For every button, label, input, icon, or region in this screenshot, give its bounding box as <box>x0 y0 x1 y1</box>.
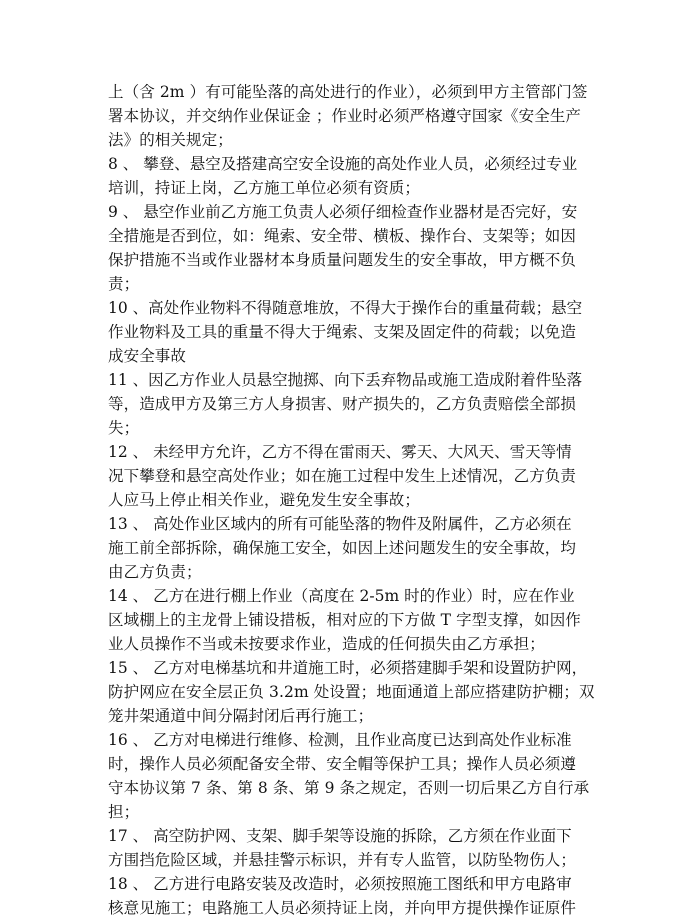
text-line: 署本协议，并交纳作业保证金 ；作业时必须严格遵守国家《安全生产 <box>108 107 582 125</box>
text-line: 全措施是否到位，如：绳索、安全带、横板、操作台、支架等；如因 <box>108 227 577 245</box>
text-line: 10 、高处作业物料不得随意堆放，不得大于操作台的重量荷载；悬空 <box>108 299 583 317</box>
text-line: 17 、 高空防护网、支架、脚手架等设施的拆除，乙方须在作业面下 <box>108 827 572 845</box>
text-line: 等，造成甲方及第三方人身损害、财产损失的，乙方负责赔偿全部损 <box>108 395 577 413</box>
text-line: 11 、因乙方作业人员悬空抛掷、向下丢弃物品或施工造成附着件坠落 <box>108 371 583 389</box>
text-line: 时，操作人员必须配备安全带、安全帽等保护工具；操作人员必须遵 <box>108 755 577 773</box>
text-line: 13 、 高处作业区域内的所有可能坠落的物件及附属件，乙方必须在 <box>108 515 572 533</box>
text-line: 况下攀登和悬空高处作业；如在施工过程中发生上述情况，乙方负责 <box>108 467 577 485</box>
text-line: 法》的相关规定； <box>108 131 233 149</box>
text-line: 8 、 攀登、悬空及搭建高空安全设施的高处作业人员，必须经过专业 <box>108 155 578 173</box>
text-line: 区域棚上的主龙骨上铺设措板，相对应的下方做 T 字型支撑，如因作 <box>108 611 581 629</box>
text-line: 作业物料及工具的重量不得大于绳索、支架及固定件的荷载；以免造 <box>108 323 577 341</box>
text-line: 15 、 乙方对电梯基坑和井道施工时，必须搭建脚手架和设置防护网， <box>108 659 588 677</box>
text-line: 失； <box>108 419 140 437</box>
text-line: 16 、 乙方对电梯进行维修、检测，且作业高度已达到高处作业标准 <box>108 731 572 749</box>
text-line: 9 、 悬空作业前乙方施工负责人必须仔细检查作业器材是否完好，安 <box>108 203 578 221</box>
text-line: 上（含 2m ）有可能坠落的高处进行的作业），必须到甲方主管部门签 <box>108 83 588 101</box>
text-line: 方围挡危险区域，并悬挂警示标识，并有专人监管，以防坠物伤人； <box>108 851 577 869</box>
text-line: 成安全事故 <box>108 347 187 365</box>
text-line: 保护措施不当或作业器材本身质量问题发生的安全事故，甲方概不负 <box>108 251 577 269</box>
text-line: 14 、 乙方在进行棚上作业（高度在 2-5m 时的作业）时，应在作业 <box>108 587 575 605</box>
text-line: 担； <box>108 803 140 821</box>
text-line: 核意见施工；电路施工人员必须持证上岗，并向甲方提供操作证原件 <box>108 899 577 917</box>
text-line: 培训，持证上岗，乙方施工单位必须有资质； <box>108 179 421 197</box>
text-line: 施工前全部拆除，确保施工安全，如因上述问题发生的安全事故，均 <box>108 539 577 557</box>
text-line: 防护网应在安全层正负 3.2m 处设置；地面通道上部应搭建防护棚；双 <box>108 683 595 701</box>
text-line: 责； <box>108 275 140 293</box>
text-line: 12 、 未经甲方允许，乙方不得在雷雨天、雾天、大风天、雪天等情 <box>108 443 572 461</box>
text-line: 业人员操作不当或未按要求作业，造成的任何损失由乙方承担； <box>108 635 545 653</box>
text-line: 笼井架通道中间分隔封闭后再行施工； <box>108 707 374 725</box>
document-body <box>108 80 600 920</box>
text-line: 18 、 乙方进行电路安装及改造时，必须按照施工图纸和甲方电路审 <box>108 875 572 893</box>
text-line: 由乙方负责； <box>108 563 202 581</box>
text-line: 人应马上停止相关作业，避免发生安全事故； <box>108 491 421 509</box>
text-line: 守本协议第 7 条、第 8 条、第 9 条之规定，否则一切后果乙方自行承 <box>108 779 590 797</box>
